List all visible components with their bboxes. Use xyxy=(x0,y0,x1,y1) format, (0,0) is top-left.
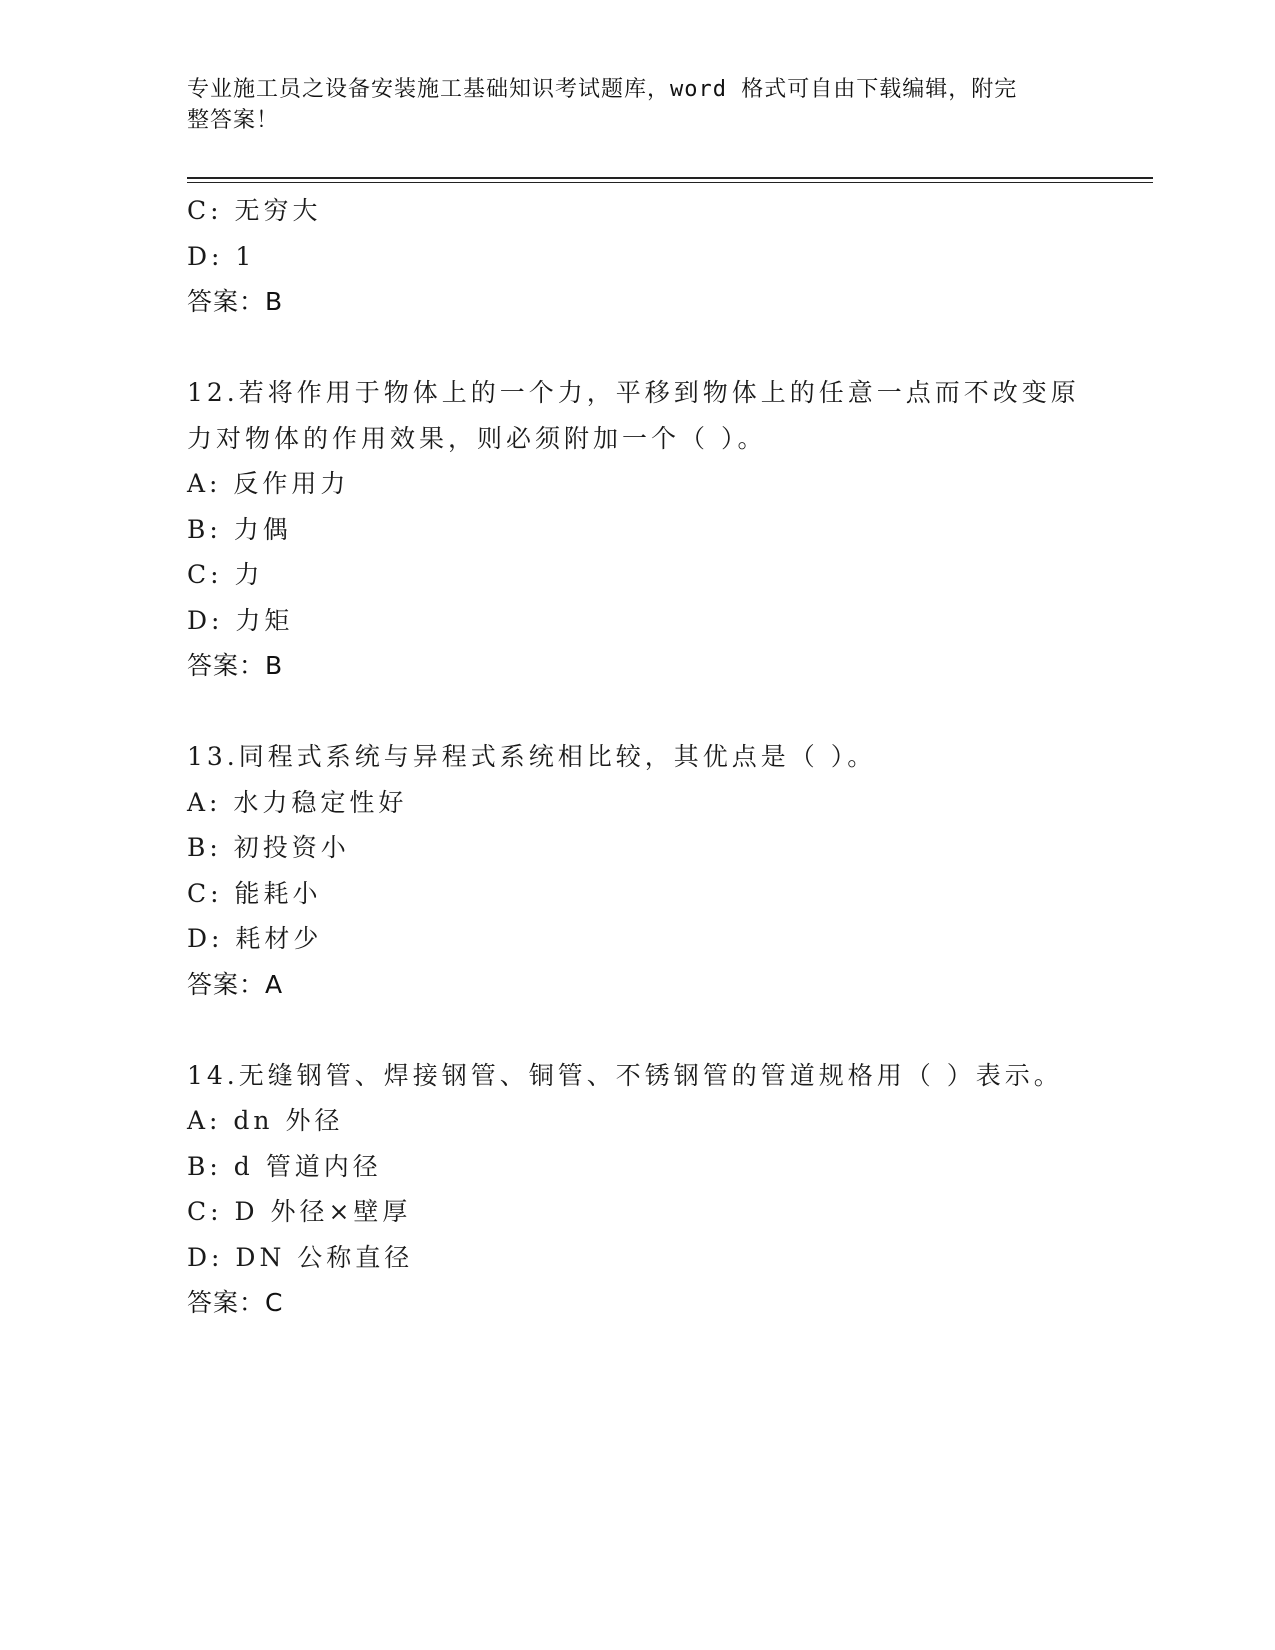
header-line-1: 专业施工员之设备安装施工基础知识考试题库，word 格式可自由下载编辑，附完 xyxy=(187,77,1018,102)
question-11-tail xyxy=(187,188,1117,325)
option-b: B: d 管道内径 xyxy=(187,1151,382,1181)
option-c: C: D 外径×壁厚 xyxy=(187,1197,412,1226)
option-b: B: 初投资小 xyxy=(187,833,350,862)
option-a: A: 反作用力 xyxy=(187,469,350,498)
option-a: A: 水力稳定性好 xyxy=(187,787,408,817)
question-stem: 13.同程式系统与异程式系统相比较，其优点是（ ）。 xyxy=(187,742,877,771)
answer-line: 答案：B xyxy=(187,651,284,680)
question-stem-line-2: 力对物体的作用效果，则必须附加一个（ ）。 xyxy=(187,423,767,453)
option-d: D: DN 公称直径 xyxy=(187,1242,414,1272)
spacer xyxy=(187,325,1117,371)
option-c: C: 力 xyxy=(187,560,264,589)
spacer xyxy=(187,689,1117,735)
question-stem: 14.无缝钢管、焊接钢管、铜管、不锈钢管的管道规格用（ ）表示。 xyxy=(187,1060,1063,1090)
option-d: D: 1 xyxy=(187,241,256,271)
option-a: A: dn 外径 xyxy=(187,1106,344,1135)
header-line-2: 整答案！ xyxy=(187,108,280,133)
document-header xyxy=(187,74,1067,136)
question-14 xyxy=(187,1053,1117,1326)
question-12 xyxy=(187,370,1117,689)
option-c: C: 能耗小 xyxy=(187,878,322,908)
question-list xyxy=(187,188,1117,1326)
header-rule-thick xyxy=(187,177,1153,179)
option-d: D: 力矩 xyxy=(187,605,294,635)
question-stem-line-1: 12.若将作用于物体上的一个力，平移到物体上的任意一点而不改变原 xyxy=(187,378,1080,407)
question-13 xyxy=(187,734,1117,1007)
answer-line: 答案：A xyxy=(187,969,284,999)
header-rule-thin xyxy=(187,182,1153,183)
spacer xyxy=(187,1007,1117,1053)
option-c: C: 无穷大 xyxy=(187,196,322,225)
option-d: D: 耗材少 xyxy=(187,924,323,953)
answer-line: 答案：C xyxy=(187,1288,284,1317)
answer-line: 答案：B xyxy=(187,287,284,316)
option-b: B: 力偶 xyxy=(187,514,292,544)
